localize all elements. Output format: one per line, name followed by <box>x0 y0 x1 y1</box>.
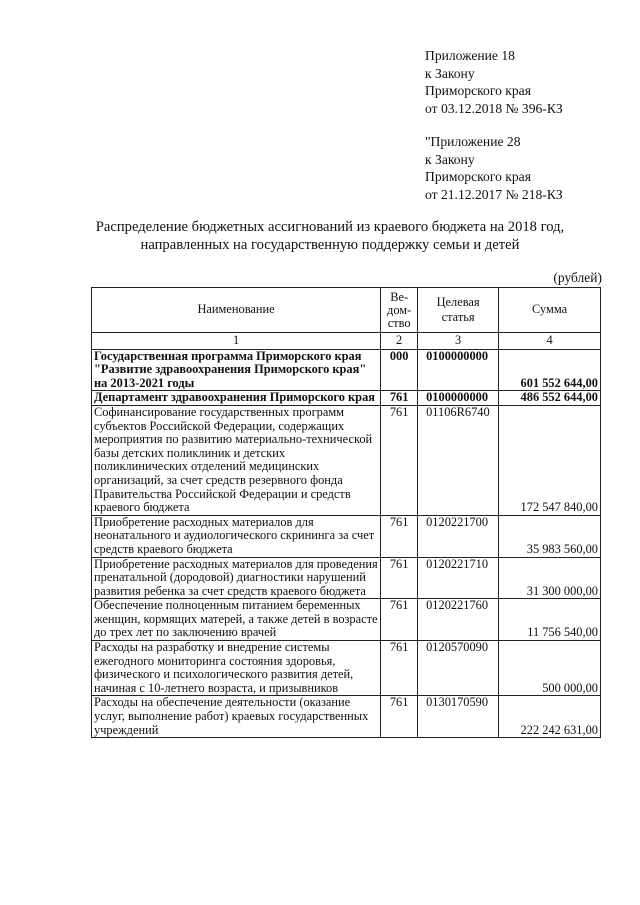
row-dept: 761 <box>381 557 418 599</box>
budget-table <box>91 287 601 738</box>
table-row <box>92 641 601 696</box>
row-target: 0130170590 <box>418 696 499 738</box>
row-target: 0120221700 <box>418 515 499 557</box>
appendix-line: Приморского края <box>425 169 531 184</box>
table-row <box>92 599 601 641</box>
table-row <box>92 557 601 599</box>
column-number: 1 <box>92 333 381 350</box>
row-dept: 000 <box>381 349 418 391</box>
row-name: Обеспечение полноценным питанием беременных женщин, кормящих матерей, а также детей в возрасте до трех лет по заключению врачей <box>92 599 381 641</box>
appendix-line: от 03.12.2018 № 396-КЗ <box>425 100 563 116</box>
row-target: 0100000000 <box>418 349 499 391</box>
row-name: Софинансирование государственных программ субъектов Российской Федерации, содержащих мероприятия по развитию материально-технической базы детских поликлиник и детских поликлинических отделений медицинских организаций, за счет средств резервного фонда Правительства Российской Федерации и средств краевого бюджета <box>92 405 381 515</box>
table-row <box>92 696 601 738</box>
row-dept: 761 <box>381 641 418 696</box>
row-target: 0120221760 <box>418 599 499 641</box>
header-dept: Ве- дом- ство <box>381 288 418 333</box>
appendix-line: "Приложение 28 <box>425 134 521 149</box>
column-number: 2 <box>381 333 418 350</box>
table-row <box>92 349 601 391</box>
row-dept: 761 <box>381 696 418 738</box>
row-sum: 222 242 631,00 <box>499 696 601 738</box>
appendix-note-original <box>425 133 630 203</box>
row-sum: 500 000,00 <box>499 641 601 696</box>
column-number-row <box>92 333 601 350</box>
header-target: Целевая статья <box>418 288 499 333</box>
row-name: Расходы на обеспечение деятельности (оказание услуг, выполнение работ) краевых государственных учреждений <box>92 696 381 738</box>
title-line: Распределение бюджетных ассигнований из краевого бюджета на 2018 год, <box>95 219 565 235</box>
appendix-line: Приморского края <box>425 83 531 98</box>
row-sum: 11 756 540,00 <box>499 599 601 641</box>
row-name: Государственная программа Приморского края "Развитие здравоохранения Приморского края" на 2013-2021 годы <box>92 349 381 391</box>
document-title <box>40 218 620 254</box>
row-sum: 486 552 644,00 <box>499 391 601 406</box>
row-dept: 761 <box>381 405 418 515</box>
row-sum: 601 552 644,00 <box>499 349 601 391</box>
appendix-line: к Закону <box>425 151 475 167</box>
row-sum: 31 300 000,00 <box>499 557 601 599</box>
row-target: 0100000000 <box>418 391 499 406</box>
column-number: 4 <box>499 333 601 350</box>
table-row <box>92 405 601 515</box>
table-row <box>92 391 601 406</box>
header-sum: Сумма <box>499 288 601 333</box>
appendix-line: от 21.12.2017 № 218-КЗ <box>425 186 563 202</box>
appendix-note-current <box>425 47 630 117</box>
currency-unit: (рублей) <box>553 270 602 285</box>
row-name: Департамент здравоохранения Приморского края <box>92 391 381 406</box>
row-target: 0120570090 <box>418 641 499 696</box>
row-dept: 761 <box>381 391 418 406</box>
column-number: 3 <box>418 333 499 350</box>
title-line: направленных на государственную поддержку семьи и детей <box>140 237 520 253</box>
header-name: Наименование <box>92 288 381 333</box>
row-target: 01106R6740 <box>418 405 499 515</box>
row-dept: 761 <box>381 515 418 557</box>
appendix-line: Приложение 18 <box>425 48 515 63</box>
row-dept: 761 <box>381 599 418 641</box>
row-sum: 172 547 840,00 <box>499 405 601 515</box>
row-name: Приобретение расходных материалов для проведения пренатальной (дородовой) диагностики нарушений развития ребенка за счет средств краевого бюджета <box>92 557 381 599</box>
row-target: 0120221710 <box>418 557 499 599</box>
row-sum: 35 983 560,00 <box>499 515 601 557</box>
row-name: Расходы на разработку и внедрение системы ежегодного мониторинга состояния здоровья, физического и психологического развития детей, начиная с 10-летнего возраста, и призывников <box>92 641 381 696</box>
appendix-line: к Закону <box>425 65 475 81</box>
table-row <box>92 515 601 557</box>
row-name: Приобретение расходных материалов для неонатального и аудиологического скрининга за счет средств краевого бюджета <box>92 515 381 557</box>
